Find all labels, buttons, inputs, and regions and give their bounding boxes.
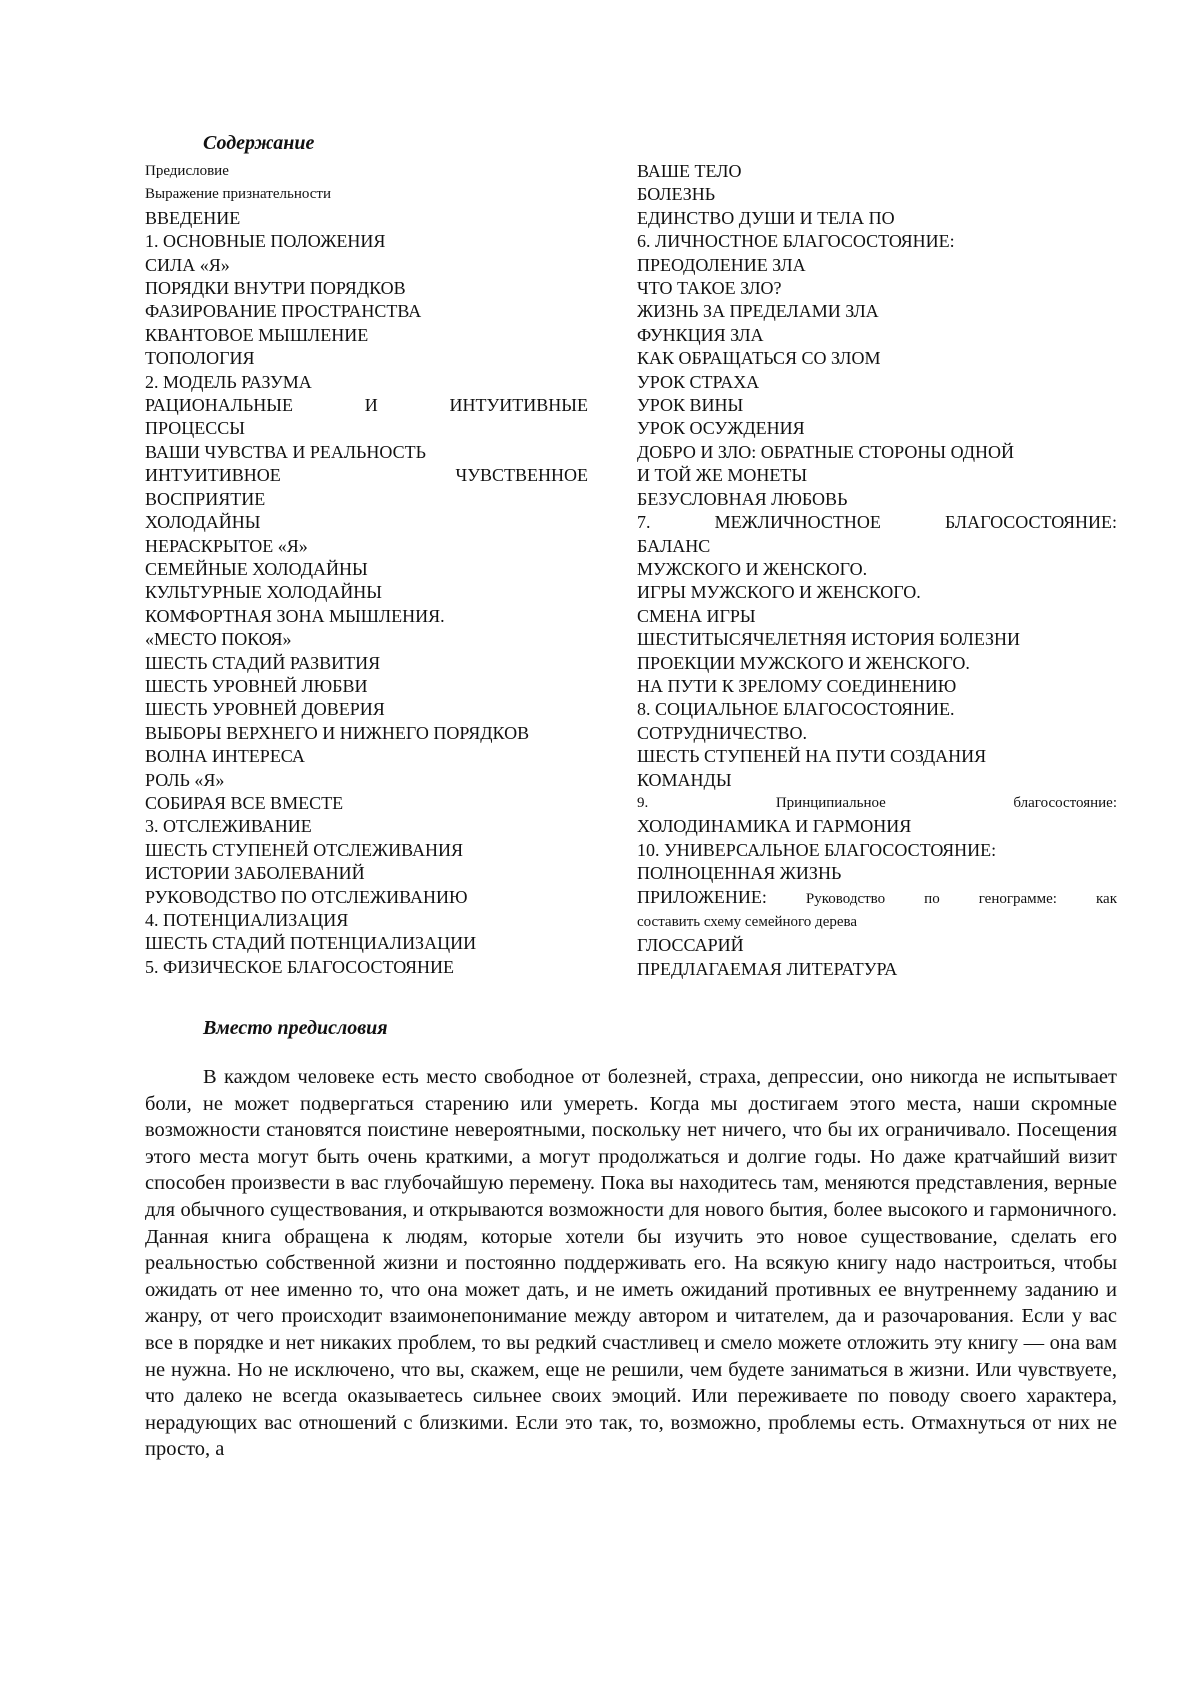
toc-entry: НА ПУТИ К ЗРЕЛОМУ СОЕДИНЕНИЮ [637, 675, 957, 696]
toc-left-column [145, 160, 588, 979]
toc-entry: ВОЛНА ИНТЕРЕСА [145, 746, 305, 767]
toc-entry: ГЛОССАРИЙ [637, 935, 744, 956]
toc-entry: ИСТОРИИ ЗАБОЛЕВАНИЙ [145, 863, 365, 884]
toc-entry: ШЕСТЬ УРОВНЕЙ ДОВЕРИЯ [145, 699, 385, 720]
toc-entry: ИНТУИТИВНОЕ ЧУВСТВЕННОЕ [145, 465, 588, 486]
toc-entry: УРОК ОСУЖДЕНИЯ [637, 418, 805, 439]
toc-entry: КУЛЬТУРНЫЕ ХОЛОДАЙНЫ [145, 582, 382, 603]
toc-entry: Выражение признательности [145, 186, 331, 203]
toc-entry: ПРОЦЕССЫ [145, 418, 245, 439]
toc-entry: КОМАНДЫ [637, 769, 732, 790]
toc-entry: УРОК ВИНЫ [637, 395, 744, 416]
toc-entry: УРОК СТРАХА [637, 371, 760, 392]
toc-entry: 8. СОЦИАЛЬНОЕ БЛАГОСОСТОЯНИЕ. [637, 699, 955, 720]
toc-entry: 5. ФИЗИЧЕСКОЕ БЛАГОСОСТОЯНИЕ [145, 956, 454, 977]
contents-title: Содержание [203, 132, 315, 154]
toc-entry: ПОРЯДКИ ВНУТРИ ПОРЯДКОВ [145, 278, 406, 299]
toc-entry: КАК ОБРАЩАТЬСЯ СО ЗЛОМ [637, 348, 881, 369]
toc-entry: ПРЕДЛАГАЕМАЯ ЛИТЕРАТУРА [637, 958, 898, 979]
toc-entry: 6. ЛИЧНОСТНОЕ БЛАГОСОСТОЯНИЕ: [637, 231, 955, 252]
toc-entry: ПРЕОДОЛЕНИЕ ЗЛА [637, 254, 806, 275]
toc-entry: ШЕСТЬ СТАДИЙ РАЗВИТИЯ [145, 652, 381, 673]
preface-title: Вместо предисловия [203, 1017, 388, 1039]
toc-entry: 2. МОДЕЛЬ РАЗУМА [145, 371, 312, 392]
toc-entry: составить схему семейного дерева [637, 914, 858, 930]
toc-entry: «МЕСТО ПОКОЯ» [145, 629, 292, 650]
toc-entry: 1. ОСНОВНЫЕ ПОЛОЖЕНИЯ [145, 231, 386, 252]
toc-entry: МУЖСКОГО И ЖЕНСКОГО. [637, 558, 868, 579]
toc-entry: 4. ПОТЕНЦИАЛИЗАЦИЯ [145, 910, 349, 930]
toc-entry: СОБИРАЯ ВСЕ ВМЕСТЕ [145, 792, 344, 813]
toc-entry [637, 886, 1117, 911]
toc-entry-part: Руководство по генограмме: как [766, 890, 1117, 907]
toc-entry: НЕРАСКРЫТОЕ «Я» [145, 535, 308, 556]
toc-entry: СЕМЕЙНЫЕ ХОЛОДАЙНЫ [145, 558, 368, 579]
toc-entry: ПОЛНОЦЕННАЯ ЖИЗНЬ [637, 863, 842, 884]
toc-entry: 7. МЕЖЛИЧНОСТНОЕ БЛАГОСОСТОЯНИЕ: [637, 512, 1117, 533]
toc-entry: БЕЗУСЛОВНАЯ ЛЮБОВЬ [637, 488, 848, 509]
toc-entry: БАЛАНС [637, 535, 711, 556]
preface-paragraph: В каждом человеке есть место свободное от болезней, страха, депрессии, оно никогда не испытывает боли, не может подвергаться старению или умереть. Когда мы достигаем этого места, наши скромные возможности становятся поистине невероятными, поскольку нет ничего, что бы их ограничивало. Посещения этого места могут быть очень краткими, а могут продолжаться и долгие годы. Но даже кратчайший визит способен произвести в вас глубочайшую перемену. Пока вы находитесь там, меняются представления, верные для обычного существования, и открываются возможности для нового бытия, более высокого и гармоничного. Данная книга обращена к людям, которые хотели бы изучить это новое существование, сделать его реальностью собственной жизни и постоянно поддерживать его. На всякую книгу надо настроиться, чтобы ожидать от нее именно то, что она может дать, и не иметь ожиданий противных ее внутреннему заданию и жанру, от чего происходит взаимонепонимание между автором и читателем, да и разочарования. Если у вас все в порядке и нет никаких проблем, то вы редкий счастливец и смело можете отложить эту книгу — она вам не нужна. Но не исключено, что вы, скажем, еще не решили, чем будете заниматься в жизни. Или чувствуете, что далеко не всегда оказываетесь сильнее своих эмоций. Или переживаете по поводу своего характера, нерадующих вас отношений с близкими. Если это так, то, возможно, проблемы есть. Отмахнуться от них не просто, а [145, 1066, 1117, 1461]
toc-entry: 9. Принципиальное благосостояние: [637, 794, 1117, 811]
toc-entry: ВАШИ ЧУВСТВА И РЕАЛЬНОСТЬ [145, 441, 426, 462]
toc-entry: СМЕНА ИГРЫ [637, 605, 756, 626]
toc-entry: ШЕСТЬ СТАДИЙ ПОТЕНЦИАЛИЗАЦИИ [145, 933, 477, 954]
toc-entry: ХОЛОДИНАМИКА И ГАРМОНИЯ [637, 816, 912, 837]
toc-entry: ФУНКЦИЯ ЗЛА [637, 324, 764, 345]
toc-right-column [637, 160, 1117, 981]
toc-entry-part: ПРИЛОЖЕНИЕ: [637, 886, 767, 907]
toc-entry: СОТРУДНИЧЕСТВО. [637, 722, 807, 743]
toc-entry: ТОПОЛОГИЯ [145, 348, 255, 369]
toc-entry: ШЕСТИТЫСЯЧЕЛЕТНЯЯ ИСТОРИЯ БОЛЕЗНИ [637, 629, 1021, 650]
toc-entry: ВВЕДЕНИЕ [145, 207, 241, 228]
toc-entry: СИЛА «Я» [145, 254, 230, 275]
toc-entry: 10. УНИВЕРСАЛЬНОЕ БЛАГОСОСТОЯНИЕ: [637, 839, 997, 860]
toc-entry: ЧТО ТАКОЕ ЗЛО? [637, 278, 782, 299]
toc-entry: И ТОЙ ЖЕ МОНЕТЫ [637, 465, 808, 486]
toc-entry: ДОБРО И ЗЛО: ОБРАТНЫЕ СТОРОНЫ ОДНОЙ [637, 441, 1014, 462]
toc-entry: ФАЗИРОВАНИЕ ПРОСТРАНСТВА [145, 301, 422, 322]
toc-entry: ВЫБОРЫ ВЕРХНЕГО И НИЖНЕГО ПОРЯДКОВ [145, 722, 530, 743]
toc-entry: 3. ОТСЛЕЖИВАНИЕ [145, 816, 312, 837]
toc-entry: ШЕСТЬ СТУПЕНЕЙ ОТСЛЕЖИВАНИЯ [145, 839, 463, 860]
toc-entry: ПРОЕКЦИИ МУЖСКОГО И ЖЕНСКОГО. [637, 652, 970, 673]
toc-entry: ШЕСТЬ УРОВНЕЙ ЛЮБВИ [145, 675, 368, 696]
toc-entry: Предисловие [145, 163, 229, 179]
toc-entry: ИГРЫ МУЖСКОГО И ЖЕНСКОГО. [637, 582, 921, 603]
toc-entry: ЖИЗНЬ ЗА ПРЕДЕЛАМИ ЗЛА [637, 301, 879, 322]
toc-entry: БОЛЕЗНЬ [637, 184, 716, 205]
toc-entry: ВОСПРИЯТИЕ [145, 488, 266, 509]
toc-entry: РАЦИОНАЛЬНЫЕ И ИНТУИТИВНЫЕ [145, 395, 588, 416]
toc-entry: ХОЛОДАЙНЫ [145, 512, 261, 533]
toc-entry: ЕДИНСТВО ДУШИ И ТЕЛА ПО [637, 207, 895, 228]
toc-entry: РОЛЬ «Я» [145, 769, 225, 790]
toc-entry: КОМФОРТНАЯ ЗОНА МЫШЛЕНИЯ. [145, 605, 445, 626]
toc-entry: ШЕСТЬ СТУПЕНЕЙ НА ПУТИ СОЗДАНИЯ [637, 746, 987, 767]
toc-entry: ВАШЕ ТЕЛО [637, 161, 742, 181]
toc-entry: РУКОВОДСТВО ПО ОТСЛЕЖИВАНИЮ [145, 886, 468, 907]
toc-entry: КВАНТОВОЕ МЫШЛЕНИЕ [145, 324, 369, 345]
